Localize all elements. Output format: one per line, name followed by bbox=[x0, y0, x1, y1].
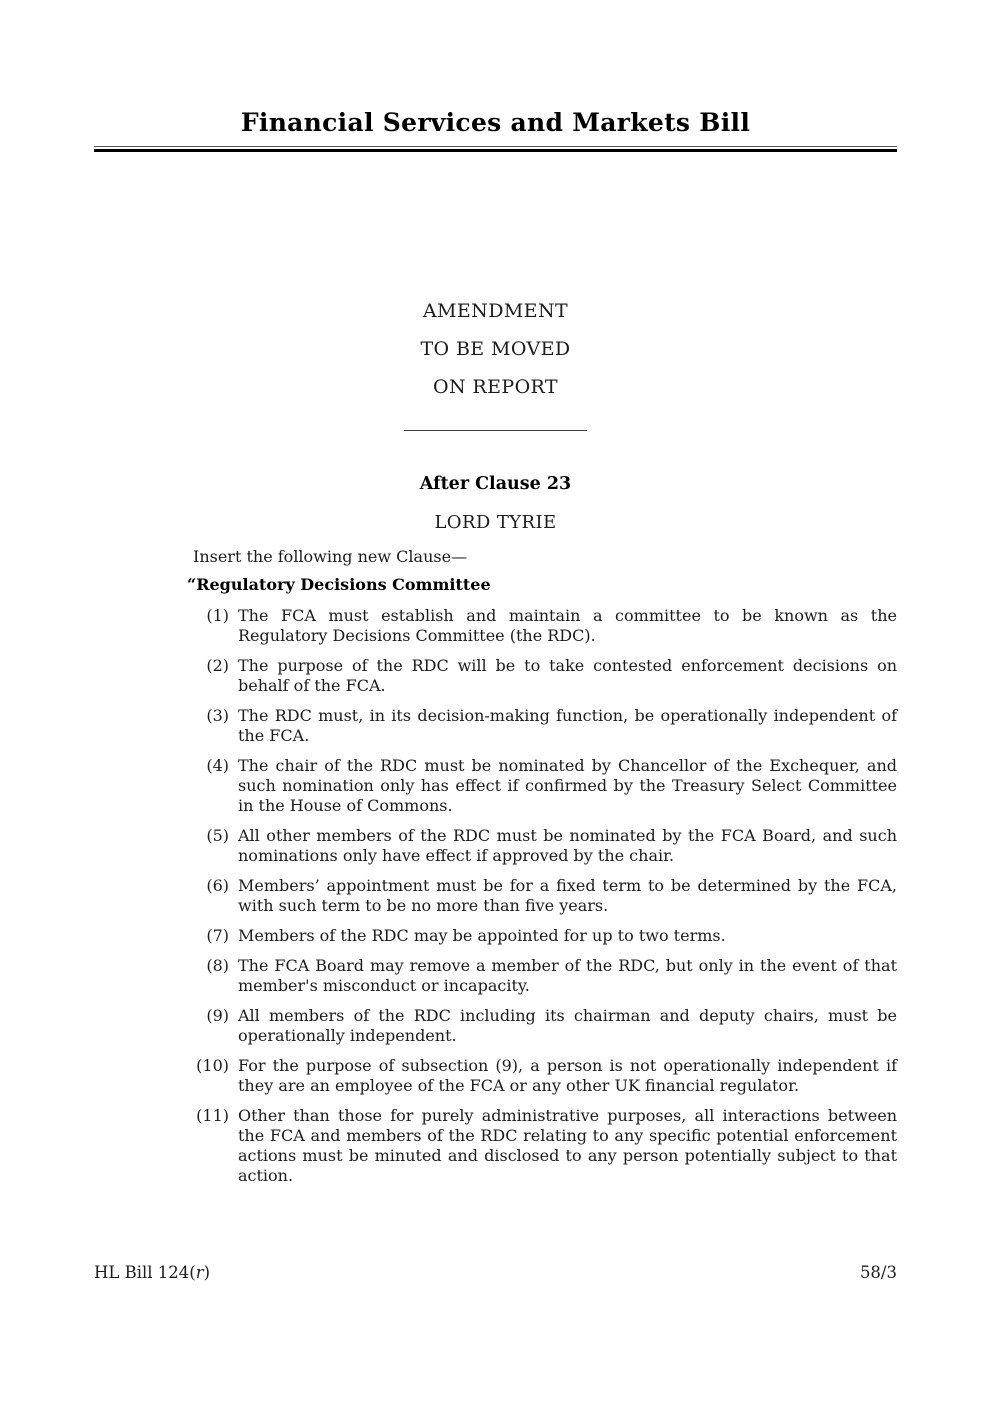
amendment-notice bbox=[94, 292, 897, 406]
subsection-row bbox=[193, 876, 897, 916]
subsection-text: The chair of the RDC must be nominated by Chancellor of the Exchequer, and such nomination only has effect if confirmed by the Treasury Select Committee in the House of Commons. bbox=[238, 756, 897, 815]
subsection-number: (2) bbox=[206, 656, 229, 675]
insert-instruction: Insert the following new Clause— bbox=[193, 547, 468, 566]
subsection-text: The RDC must, in its decision-making function, be operationally independent of the FCA. bbox=[238, 706, 897, 745]
notice-line-to-be-moved: TO BE MOVED bbox=[420, 338, 571, 360]
separator-rule bbox=[404, 430, 587, 431]
bill-reference-prefix: HL Bill 124( bbox=[94, 1263, 196, 1282]
subsection-row bbox=[193, 926, 897, 946]
subsection-number: (10) bbox=[196, 1056, 229, 1075]
page-reference: 58/3 bbox=[859, 1263, 897, 1282]
subsection-row bbox=[193, 826, 897, 866]
subsection-text: The FCA Board may remove a member of the RDC, but only in the event of that member's misconduct or incapacity. bbox=[238, 956, 897, 995]
subsection-number: (9) bbox=[206, 1006, 229, 1025]
bill-reference-italic: r bbox=[195, 1263, 204, 1282]
subsection-row bbox=[193, 756, 897, 816]
subsection-text: All members of the RDC including its chairman and deputy chairs, must be operationally independent. bbox=[238, 1006, 897, 1045]
title-double-rule bbox=[94, 146, 897, 152]
subsection-number: (1) bbox=[206, 606, 229, 625]
new-clause-heading: “Regulatory Decisions Committee bbox=[187, 575, 491, 594]
mover-name: LORD TYRIE bbox=[434, 512, 557, 533]
subsection-row bbox=[193, 656, 897, 696]
subsection-number: (7) bbox=[206, 926, 229, 945]
subsection-number: (3) bbox=[206, 706, 229, 725]
subsection-row bbox=[193, 606, 897, 646]
subsection-text: Other than those for purely administrative purposes, all interactions between the FCA and members of the RDC relating to any specific potential enforcement actions must be minuted and disclosed to any person potentially subject to that action. bbox=[238, 1106, 897, 1185]
subsection-text: All other members of the RDC must be nominated by the FCA Board, and such nominations only have effect if approved by the chair. bbox=[238, 826, 897, 865]
subsection-row bbox=[193, 956, 897, 996]
clause-location-heading: After Clause 23 bbox=[419, 474, 572, 494]
subsection-text: Members’ appointment must be for a fixed term to be determined by the FCA, with such term to be no more than five years. bbox=[238, 876, 897, 915]
subsection-number: (5) bbox=[206, 826, 229, 845]
bill-reference bbox=[94, 1262, 210, 1283]
bill-title: Financial Services and Markets Bill bbox=[240, 108, 751, 137]
subsection-text: For the purpose of subsection (9), a person is not operationally independent if they are an employee of the FCA or any other UK financial regulator. bbox=[238, 1056, 897, 1095]
subsection-number: (6) bbox=[206, 876, 229, 895]
subsection-text: The purpose of the RDC will be to take contested enforcement decisions on behalf of the FCA. bbox=[238, 656, 897, 695]
subsection-number: (4) bbox=[206, 756, 229, 775]
amendment-body bbox=[187, 547, 897, 1186]
subsection-row bbox=[193, 706, 897, 746]
page-footer bbox=[94, 1262, 897, 1283]
subsection-list bbox=[193, 606, 897, 1186]
subsection-text: The FCA must establish and maintain a committee to be known as the Regulatory Decisions Committee (the RDC). bbox=[238, 606, 897, 645]
notice-line-on-report: ON REPORT bbox=[432, 376, 559, 398]
subsection-text: Members of the RDC may be appointed for up to two terms. bbox=[238, 926, 726, 945]
subsection-row bbox=[193, 1106, 897, 1186]
subsection-number: (8) bbox=[206, 956, 229, 975]
subsection-row bbox=[193, 1056, 897, 1096]
notice-line-amendment: AMENDMENT bbox=[422, 300, 569, 322]
subsection-row bbox=[193, 1006, 897, 1046]
bill-reference-suffix: ) bbox=[203, 1263, 211, 1282]
subsection-number: (11) bbox=[196, 1106, 229, 1125]
